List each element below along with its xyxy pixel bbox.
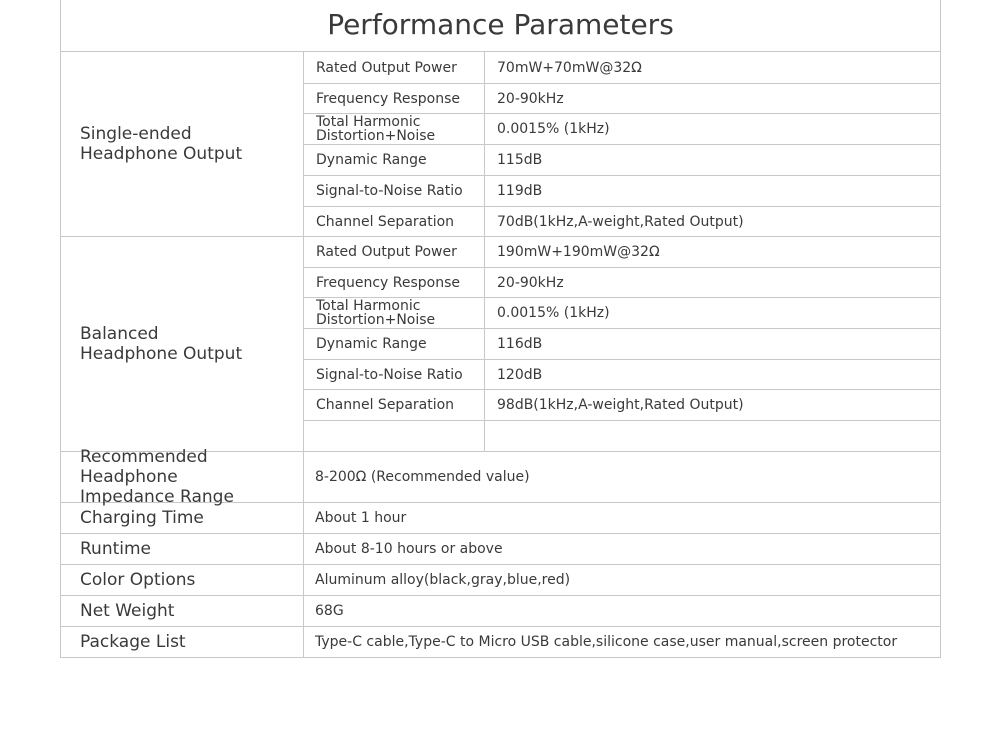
param-name: Channel Separation: [304, 207, 485, 236]
param-value: 98dB(1kHz,A-weight,Rated Output): [497, 397, 744, 413]
param-name: Signal-to-Noise Ratio: [304, 176, 485, 206]
param-value: 20-90kHz: [497, 274, 564, 291]
spec-table: [60, 0, 941, 658]
group-single-ended: [61, 52, 940, 237]
spec-value: Aluminum alloy(black,gray,blue,red): [315, 572, 571, 588]
param-name: Total Harmonic Distortion+Noise: [304, 114, 485, 144]
param-row: [304, 52, 940, 84]
spec-value: 8-200Ω (Recommended value): [315, 469, 530, 485]
param-value: 119dB: [497, 183, 543, 199]
param-row: [304, 114, 940, 145]
param-value: 116dB: [497, 336, 543, 352]
group-balanced: [61, 237, 940, 452]
spec-row-charging-time: [61, 503, 940, 534]
spec-value: About 1 hour: [315, 510, 407, 526]
page-title: Performance Parameters: [61, 0, 940, 52]
param-name: Dynamic Range: [304, 329, 485, 359]
spec-label: Color Options: [61, 565, 304, 595]
param-name: Signal-to-Noise Ratio: [304, 360, 485, 389]
param-value: 70dB(1kHz,A-weight,Rated Output): [497, 213, 744, 230]
param-value: 115dB: [497, 152, 543, 168]
param-row: [304, 298, 940, 329]
spec-label: Net Weight: [61, 596, 304, 626]
param-name: Rated Output Power: [304, 237, 485, 267]
spec-label: Package List: [61, 627, 304, 657]
param-row: [304, 145, 940, 176]
param-row: [304, 390, 940, 421]
spec-value: About 8-10 hours or above: [315, 541, 503, 557]
param-value: 0.0015% (1kHz): [497, 121, 610, 137]
param-row: [304, 84, 940, 114]
param-row: [304, 360, 940, 390]
param-name: Channel Separation: [304, 390, 485, 420]
param-rows: [304, 237, 940, 451]
param-value: 190mW+190mW@32Ω: [497, 244, 660, 260]
spec-value: 68G: [315, 603, 344, 619]
param-row: [304, 176, 940, 207]
spec-row-impedance: [61, 447, 940, 507]
param-name: Frequency Response: [304, 84, 485, 113]
spec-label: Charging Time: [61, 503, 304, 533]
spec-label: Recommended Headphone Impedance Range: [61, 452, 304, 502]
param-row: [304, 207, 940, 236]
param-name: Frequency Response: [304, 268, 485, 297]
param-row: [304, 237, 940, 268]
param-value: 120dB: [497, 366, 543, 383]
param-row: [304, 329, 940, 360]
param-rows: [304, 52, 940, 236]
param-value: 20-90kHz: [497, 90, 564, 107]
group-label: Single-ended Headphone Output: [61, 52, 304, 236]
spec-row-package-list: [61, 627, 940, 657]
param-name: Total Harmonic Distortion+Noise: [304, 298, 485, 328]
param-value: 70mW+70mW@32Ω: [497, 59, 642, 76]
spec-row-runtime: [61, 534, 940, 565]
param-value: [485, 421, 940, 451]
spec-label: Runtime: [61, 534, 304, 564]
param-value: 0.0015% (1kHz): [497, 305, 610, 321]
spec-value: Type-C cable,Type-C to Micro USB cable,silicone case,user manual,screen protector: [315, 634, 898, 650]
param-row: [304, 268, 940, 298]
param-name: Rated Output Power: [304, 52, 485, 83]
param-name: Dynamic Range: [304, 145, 485, 175]
param-row-empty: [304, 421, 940, 451]
spec-row-net-weight: [61, 596, 940, 627]
param-name: [304, 421, 485, 451]
group-label: Balanced Headphone Output: [61, 237, 304, 451]
spec-row-color-options: [61, 565, 940, 596]
